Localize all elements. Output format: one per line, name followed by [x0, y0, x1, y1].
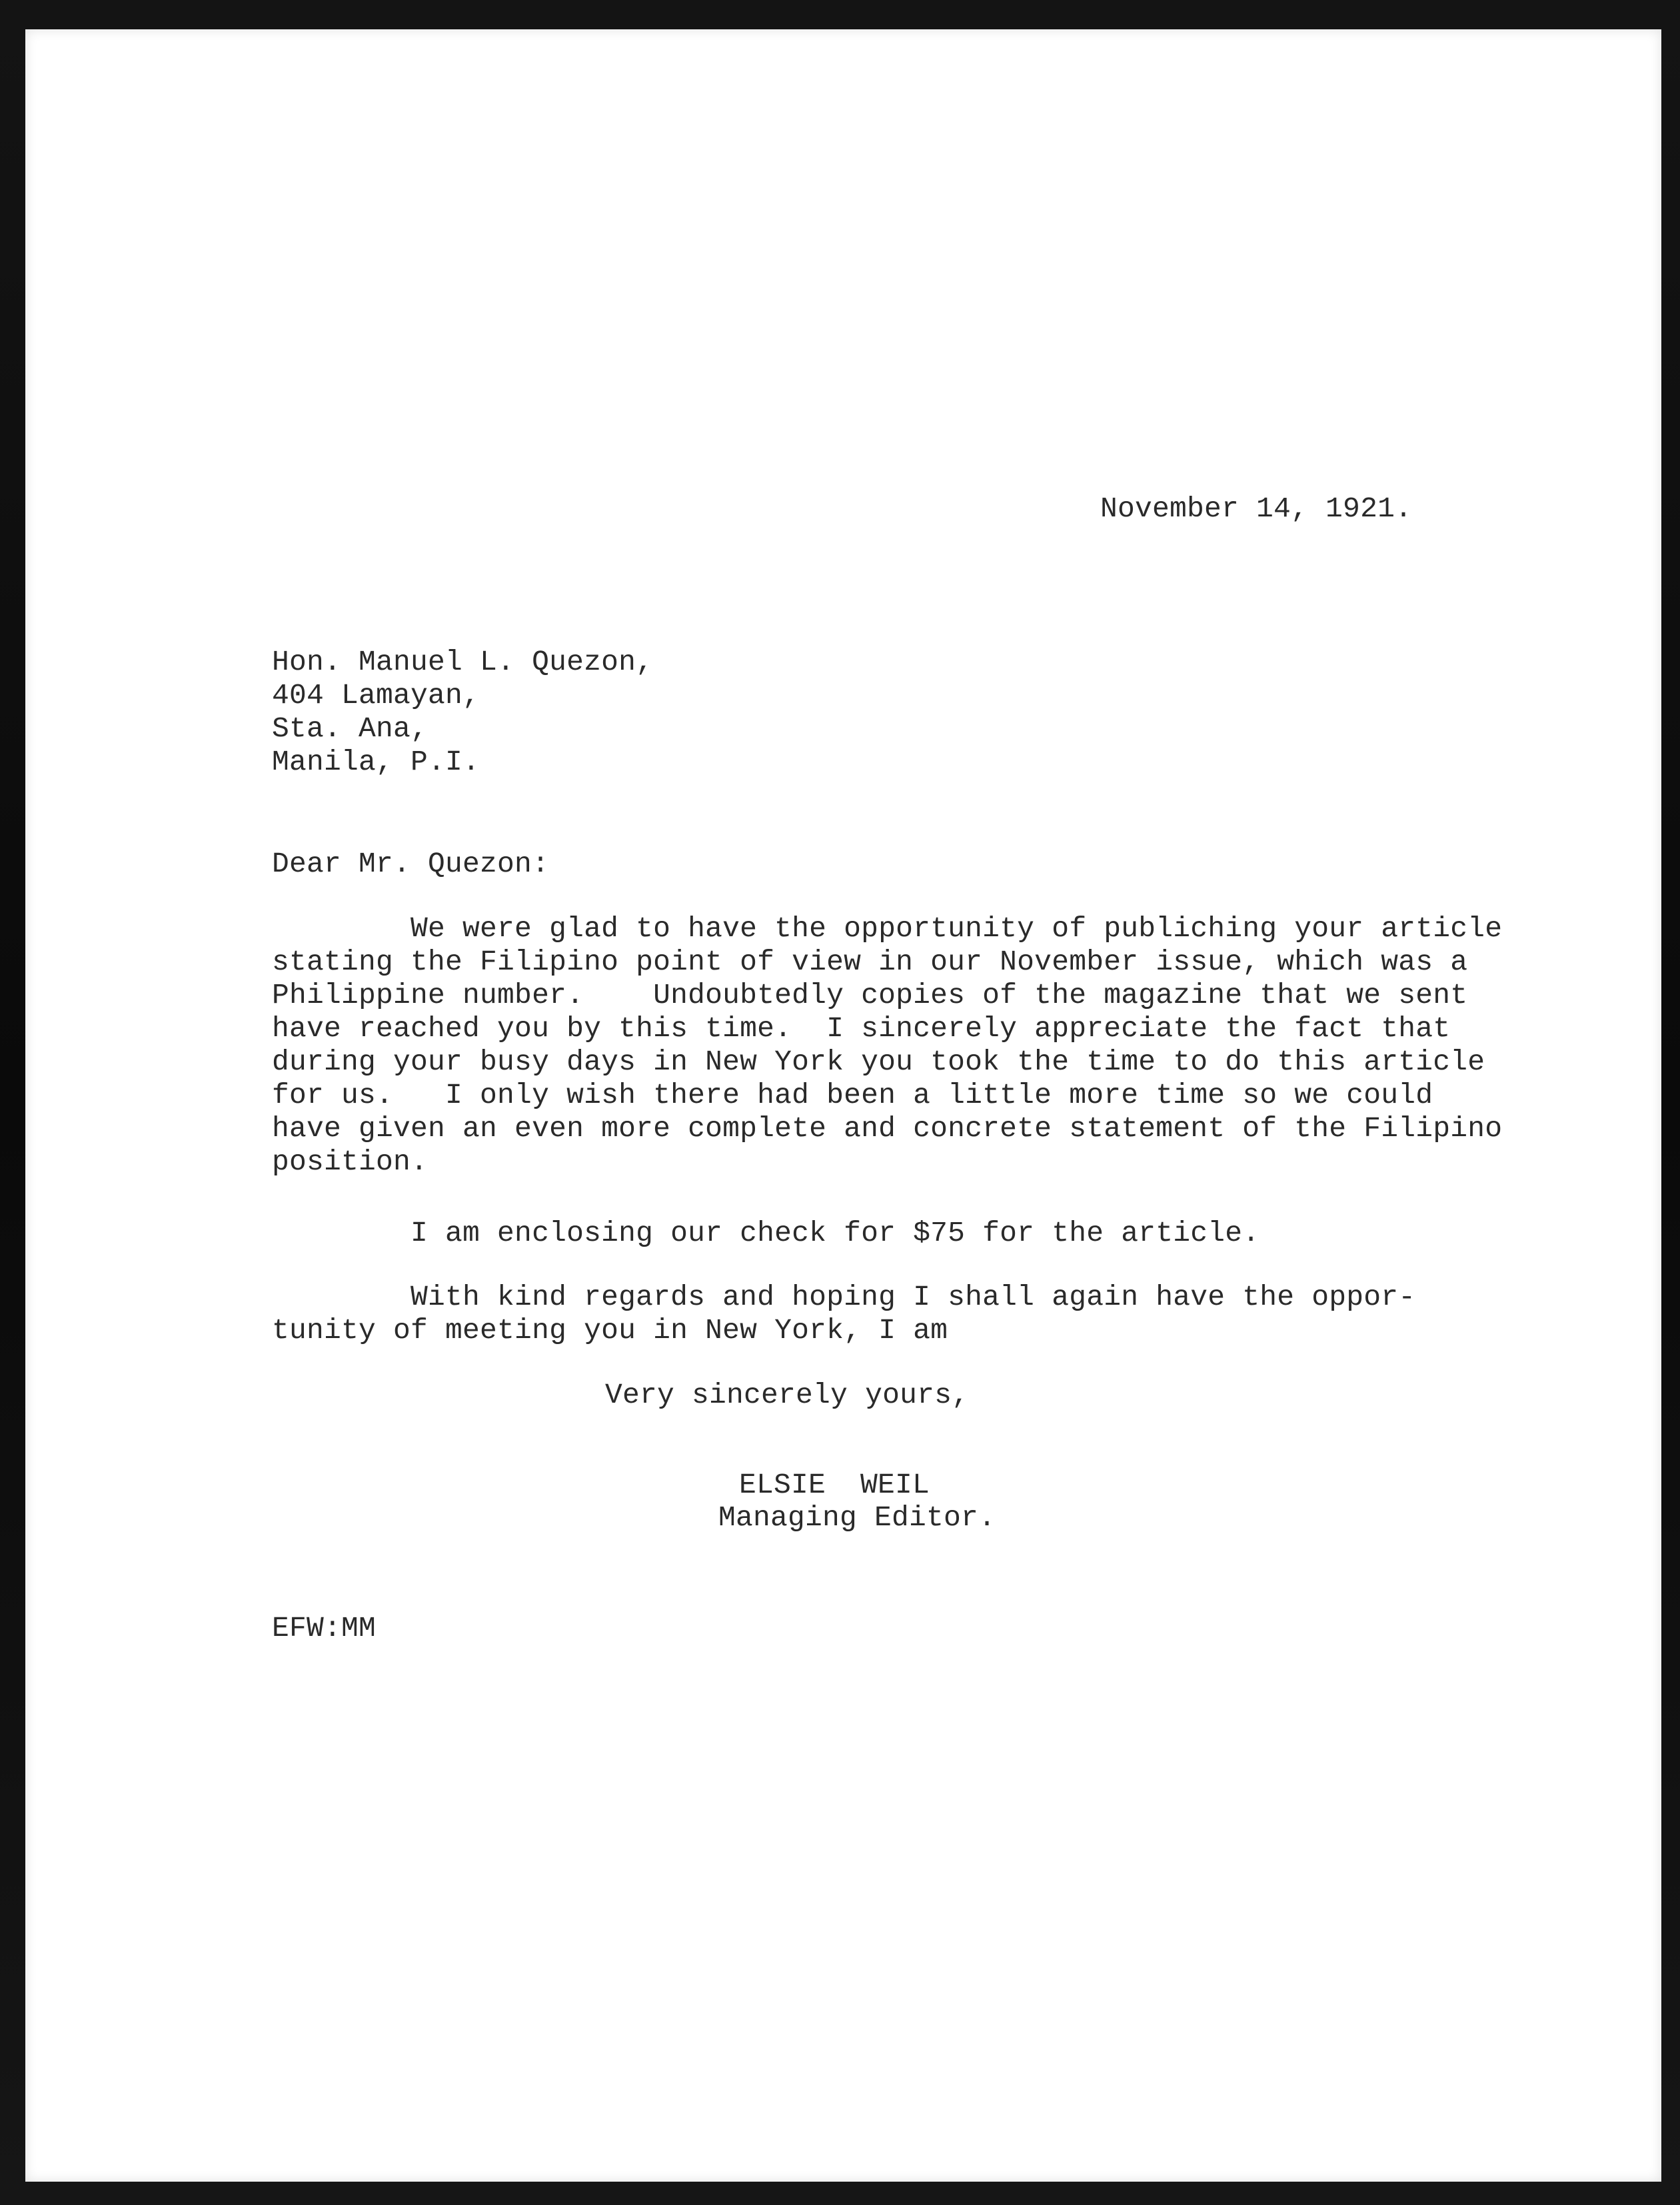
- recipient-name: Hon. Manuel L. Quezon,: [272, 646, 654, 678]
- reference-initials: EFW:MM: [272, 1612, 377, 1645]
- signer-name: ELSIE WEIL: [739, 1469, 930, 1501]
- recipient-district: Sta. Ana,: [272, 712, 428, 745]
- body-line: With kind regards and hoping I shall again have the oppor-: [272, 1281, 1416, 1313]
- body-line: Philippine number. Undoubtedly copies of the magazine that we sent: [272, 979, 1468, 1012]
- letter-page: [25, 29, 1661, 2182]
- letter-date: November 14, 1921.: [1100, 492, 1413, 525]
- salutation: Dear Mr. Quezon:: [272, 848, 550, 880]
- body-line: stating the Filipino point of view in our November issue, which was a: [272, 946, 1468, 978]
- complimentary-close: Very sincerely yours,: [605, 1379, 970, 1411]
- body-line: have given an even more complete and concrete statement of the Filipino: [272, 1112, 1503, 1145]
- body-line: have reached you by this time. I sincerely appreciate the fact that: [272, 1012, 1451, 1045]
- signer-title: Managing Editor.: [718, 1501, 996, 1534]
- body-line: during your busy days in New York you took the time to do this article: [272, 1046, 1485, 1078]
- recipient-street: 404 Lamayan,: [272, 679, 480, 712]
- body-line: for us. I only wish there had been a little more time so we could: [272, 1079, 1433, 1111]
- body-line: position.: [272, 1145, 428, 1178]
- recipient-city: Manila, P.I.: [272, 746, 480, 778]
- body-line: I am enclosing our check for $75 for the article.: [272, 1217, 1260, 1249]
- body-line: We were glad to have the opportunity of publiching your article: [272, 912, 1503, 945]
- body-line: tunity of meeting you in New York, I am: [272, 1314, 948, 1347]
